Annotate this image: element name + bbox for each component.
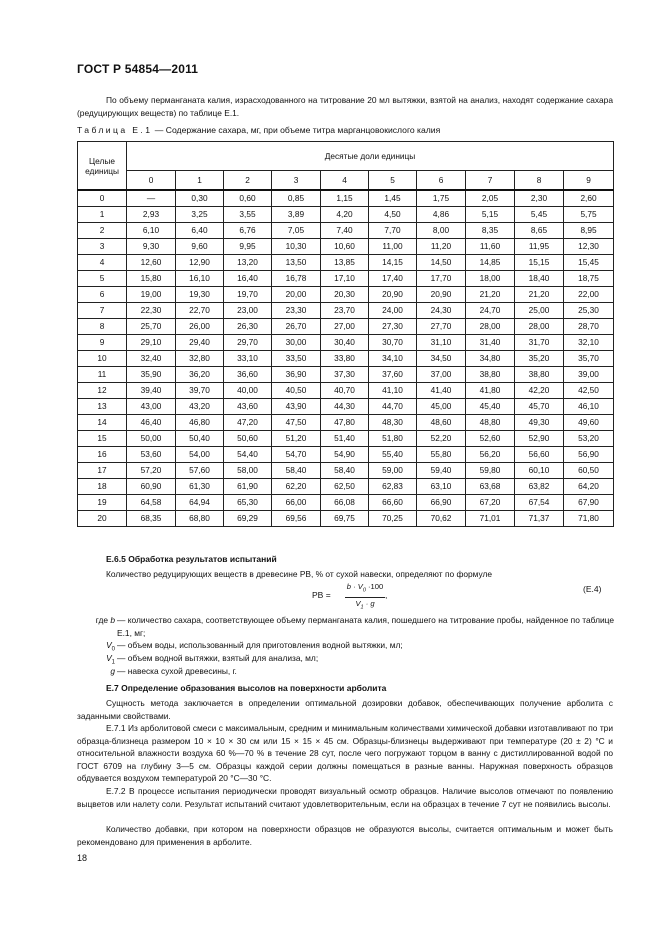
table-cell: 45,00: [417, 399, 466, 415]
formula-numerator: $b \cdot V_0 \cdot 100$: [346, 582, 384, 594]
table-cell: 66,00: [272, 495, 321, 511]
table-cell: 18,40: [515, 271, 564, 287]
table-cell: 23,00: [224, 303, 272, 319]
table-cell: 71,01: [466, 511, 515, 527]
table-cell: 51,20: [272, 431, 321, 447]
table-cell: 8,95: [564, 223, 614, 239]
table-cell: 0,85: [272, 190, 321, 207]
table-cell: 28,00: [515, 319, 564, 335]
row-integer-cell: 11: [78, 367, 127, 383]
table-cell: 31,10: [417, 335, 466, 351]
table-cell: 17,40: [369, 271, 417, 287]
e7-paragraph-2: Е.7.1 Из арболитовой смеси с максимальным, средним и минимальным количествами химической добавки изготавливают по три образца-близнеца размером 10 × 10 × 30 см или 15 × 15 × 45 см. Образцы-близнецы выдерживают при температуре (20 ± 2) °С и относительной влажности воздуха 60 %—70 % в течение 28 сут, после чего погружают торцом в ванну с дистиллированной водой по ГОСТ 6709 на глубину 3—5 см. Образцы каждой серии должны помещаться в разные ванны. Наружная поверхность образцов обдувается воздухом температурой 20 °С—30 °С.: [77, 723, 613, 784]
table-cell: 10,60: [321, 239, 369, 255]
table-cell: 46,80: [176, 415, 224, 431]
table-cell: 53,60: [127, 447, 176, 463]
table-cell: 70,62: [417, 511, 466, 527]
table-cell: 20,00: [272, 287, 321, 303]
table-cell: 63,10: [417, 479, 466, 495]
row-integer-cell: 2: [78, 223, 127, 239]
table-cell: 15,15: [515, 255, 564, 271]
table-cell: 60,90: [127, 479, 176, 495]
table-cell: 40,00: [224, 383, 272, 399]
table-cell: 33,50: [272, 351, 321, 367]
table-cell: 48,60: [417, 415, 466, 431]
table-cell: 40,50: [272, 383, 321, 399]
table-cell: 55,40: [369, 447, 417, 463]
table-cell: 35,20: [515, 351, 564, 367]
table-cell: 10,30: [272, 239, 321, 255]
table-row: [78, 303, 614, 319]
table-cell: 21,20: [466, 287, 515, 303]
table-caption-label: Таблица Е.1: [77, 125, 153, 135]
table-cell: 54,40: [224, 447, 272, 463]
table-cell: 38,80: [515, 367, 564, 383]
table-cell: 23,70: [321, 303, 369, 319]
table-cell: 69,75: [321, 511, 369, 527]
row-integer-cell: 4: [78, 255, 127, 271]
formula-e4: [0, 581, 661, 611]
table-cell: 43,90: [272, 399, 321, 415]
table-cell: 68,80: [176, 511, 224, 527]
table-cell: 67,20: [466, 495, 515, 511]
table-cell: 29,10: [127, 335, 176, 351]
table-cell: 51,40: [321, 431, 369, 447]
table-cell: 69,29: [224, 511, 272, 527]
table-cell: 37,60: [369, 367, 417, 383]
table-cell: 37,00: [417, 367, 466, 383]
row-integer-cell: 8: [78, 319, 127, 335]
table-cell: 46,10: [564, 399, 614, 415]
table-cell: 49,60: [564, 415, 614, 431]
table-row: [78, 319, 614, 335]
table-cell: 53,20: [564, 431, 614, 447]
table-cell: 49,30: [515, 415, 564, 431]
table-cell: 31,70: [515, 335, 564, 351]
table-cell: 13,20: [224, 255, 272, 271]
table-cell: 67,54: [515, 495, 564, 511]
table-row: [78, 190, 614, 207]
table-cell: 2,60: [564, 190, 614, 207]
table-row: [78, 335, 614, 351]
table-cell: 0,60: [224, 190, 272, 207]
row-integer-cell: 16: [78, 447, 127, 463]
table-cell: 9,95: [224, 239, 272, 255]
table-cell: 28,70: [564, 319, 614, 335]
table-row: [78, 223, 614, 239]
table-cell: 41,80: [466, 383, 515, 399]
table-cell: 67,90: [564, 495, 614, 511]
table-cell: 9,30: [127, 239, 176, 255]
header-integer-units: Целые единицы: [78, 142, 127, 191]
table-cell: 64,20: [564, 479, 614, 495]
row-integer-cell: 20: [78, 511, 127, 527]
table-cell: 57,60: [176, 463, 224, 479]
tenths-header-cell: 2: [224, 171, 272, 191]
table-cell: 13,50: [272, 255, 321, 271]
table-cell: 6,10: [127, 223, 176, 239]
e7-paragraph-1: Сущность метода заключается в определении оптимальной дозировки добавок, обеспечивающих получение арболита с заданными свойствами.: [77, 698, 613, 721]
table-cell: 50,00: [127, 431, 176, 447]
sugar-content-table: [77, 141, 614, 527]
table-cell: 33,80: [321, 351, 369, 367]
table-row: [78, 495, 614, 511]
table-cell: 71,37: [515, 511, 564, 527]
table-cell: 39,00: [564, 367, 614, 383]
table-cell: 62,83: [369, 479, 417, 495]
table-cell: 3,89: [272, 207, 321, 223]
table-cell: 13,85: [321, 255, 369, 271]
table-cell: 12,60: [127, 255, 176, 271]
table-row: [78, 239, 614, 255]
table-cell: 11,95: [515, 239, 564, 255]
table-cell: 34,80: [466, 351, 515, 367]
table-cell: 61,90: [224, 479, 272, 495]
tenths-header-row: [78, 171, 614, 191]
row-integer-cell: 14: [78, 415, 127, 431]
formula-number: (Е.4): [583, 584, 602, 594]
tenths-header-cell: 4: [321, 171, 369, 191]
table-cell: 45,40: [466, 399, 515, 415]
table-cell: 60,50: [564, 463, 614, 479]
table-cell: 24,70: [466, 303, 515, 319]
table-cell: 38,80: [466, 367, 515, 383]
table-cell: 15,80: [127, 271, 176, 287]
table-cell: 8,65: [515, 223, 564, 239]
table-cell: 62,50: [321, 479, 369, 495]
table-cell: 54,70: [272, 447, 321, 463]
table-cell: 45,70: [515, 399, 564, 415]
table-cell: 43,00: [127, 399, 176, 415]
table-cell: 39,40: [127, 383, 176, 399]
section-e65-heading: Е.6.5 Обработка результатов испытаний: [106, 554, 277, 564]
table-cell: 41,10: [369, 383, 417, 399]
row-integer-cell: 0: [78, 190, 127, 207]
table-row: [78, 479, 614, 495]
table-row: [78, 511, 614, 527]
table-cell: 66,90: [417, 495, 466, 511]
row-integer-cell: 12: [78, 383, 127, 399]
table-cell: 42,20: [515, 383, 564, 399]
formula-denominator: $V_1 \cdot g$: [355, 598, 375, 611]
table-cell: 11,20: [417, 239, 466, 255]
table-cell: 30,00: [272, 335, 321, 351]
table-cell: 29,40: [176, 335, 224, 351]
table-cell: 62,20: [272, 479, 321, 495]
table-cell: 61,30: [176, 479, 224, 495]
table-cell: 3,25: [176, 207, 224, 223]
table-cell: 18,00: [466, 271, 515, 287]
section-e7-heading: Е.7 Определение образования высолов на поверхности арболита: [106, 683, 387, 693]
table-cell: 66,08: [321, 495, 369, 511]
table-cell: 56,90: [564, 447, 614, 463]
table-cell: 4,50: [369, 207, 417, 223]
table-cell: 41,40: [417, 383, 466, 399]
table-cell: 4,20: [321, 207, 369, 223]
table-cell: 26,30: [224, 319, 272, 335]
row-integer-cell: 15: [78, 431, 127, 447]
table-cell: 63,82: [515, 479, 564, 495]
table-cell: 16,10: [176, 271, 224, 287]
table-cell: 33,10: [224, 351, 272, 367]
page-number: 18: [77, 853, 88, 863]
table-cell: 25,30: [564, 303, 614, 319]
table-cell: 60,10: [515, 463, 564, 479]
tenths-header-cell: 6: [417, 171, 466, 191]
table-cell: 17,70: [417, 271, 466, 287]
table-row: [78, 383, 614, 399]
table-row: [78, 207, 614, 223]
row-integer-cell: 6: [78, 287, 127, 303]
table-cell: 59,80: [466, 463, 515, 479]
table-cell: 56,60: [515, 447, 564, 463]
table-cell: 43,20: [176, 399, 224, 415]
table-cell: 24,00: [369, 303, 417, 319]
table-cell: 31,40: [466, 335, 515, 351]
table-cell: 34,50: [417, 351, 466, 367]
table-cell: 70,25: [369, 511, 417, 527]
table-cell: 47,20: [224, 415, 272, 431]
table-cell: 15,45: [564, 255, 614, 271]
table-cell: 46,40: [127, 415, 176, 431]
table-cell: 68,35: [127, 511, 176, 527]
table-cell: 18,75: [564, 271, 614, 287]
table-cell: 66,60: [369, 495, 417, 511]
table-cell: 3,55: [224, 207, 272, 223]
table-cell: 37,30: [321, 367, 369, 383]
table-cell: 64,94: [176, 495, 224, 511]
table-row: [78, 367, 614, 383]
table-cell: 52,20: [417, 431, 466, 447]
header-tenths: Десятые доли единицы: [127, 142, 614, 171]
row-integer-cell: 18: [78, 479, 127, 495]
table-cell: 36,20: [176, 367, 224, 383]
table-cell: 50,60: [224, 431, 272, 447]
row-integer-cell: 9: [78, 335, 127, 351]
table-cell: 48,80: [466, 415, 515, 431]
table-cell: 47,50: [272, 415, 321, 431]
table-cell: 12,30: [564, 239, 614, 255]
table-cell: 21,20: [515, 287, 564, 303]
table-row: [78, 287, 614, 303]
table-cell: 2,93: [127, 207, 176, 223]
table-cell: 44,70: [369, 399, 417, 415]
table-cell: 25,70: [127, 319, 176, 335]
table-cell: 22,70: [176, 303, 224, 319]
table-row: [78, 463, 614, 479]
table-cell: 29,70: [224, 335, 272, 351]
table-row: [78, 415, 614, 431]
table-cell: 39,70: [176, 383, 224, 399]
table-cell: 14,85: [466, 255, 515, 271]
table-cell: 5,45: [515, 207, 564, 223]
table-cell: 2,05: [466, 190, 515, 207]
table-cell: 7,40: [321, 223, 369, 239]
table-cell: 51,80: [369, 431, 417, 447]
table-cell: 8,00: [417, 223, 466, 239]
table-cell: 59,40: [417, 463, 466, 479]
table-cell: 25,00: [515, 303, 564, 319]
table-cell: 71,80: [564, 511, 614, 527]
table-cell: 64,58: [127, 495, 176, 511]
table-cell: 32,10: [564, 335, 614, 351]
table-cell: 11,00: [369, 239, 417, 255]
table-cell: 4,86: [417, 207, 466, 223]
table-caption: [77, 125, 440, 135]
formula-tail: ,: [385, 590, 388, 600]
table-cell: 32,80: [176, 351, 224, 367]
row-integer-cell: 5: [78, 271, 127, 287]
table-cell: 19,30: [176, 287, 224, 303]
formula-lhs: РВ =: [312, 590, 331, 600]
table-cell: 36,90: [272, 367, 321, 383]
table-caption-text: — Содержание сахара, мг, при объеме титра марганцовокислого калия: [152, 125, 441, 135]
row-integer-cell: 7: [78, 303, 127, 319]
table-cell: 9,60: [176, 239, 224, 255]
table-cell: 28,00: [466, 319, 515, 335]
formula-fraction: [345, 581, 388, 613]
table-cell: 19,00: [127, 287, 176, 303]
table-cell: 8,35: [466, 223, 515, 239]
e7-paragraph-4: Количество добавки, при котором на поверхности образцов не образуются высолы, считается оптимальным и может быть рекомендовано для применения в арболите.: [77, 824, 613, 847]
table-cell: 52,90: [515, 431, 564, 447]
tenths-header-cell: 3: [272, 171, 321, 191]
table-cell: 54,90: [321, 447, 369, 463]
table-row: [78, 431, 614, 447]
table-cell: 27,30: [369, 319, 417, 335]
table-cell: 16,78: [272, 271, 321, 287]
table-cell: 19,70: [224, 287, 272, 303]
table-row: [78, 447, 614, 463]
document-header: ГОСТ Р 54854—2011: [77, 62, 199, 76]
table-cell: 54,00: [176, 447, 224, 463]
table-cell: 30,40: [321, 335, 369, 351]
table-cell: 7,05: [272, 223, 321, 239]
tenths-header-cell: 9: [564, 171, 614, 191]
table-cell: 58,40: [321, 463, 369, 479]
row-integer-cell: 13: [78, 399, 127, 415]
tenths-header-cell: 0: [127, 171, 176, 191]
table-cell: 14,50: [417, 255, 466, 271]
table-cell: 42,50: [564, 383, 614, 399]
table-cell: —: [127, 190, 176, 207]
tenths-header-cell: 1: [176, 171, 224, 191]
intro-paragraph: По объему перманганата калия, израсходованного на титрование 20 мл вытяжки, взятой на анализ, находят содержание сахара (редуцирующих веществ) по таблице Е.1.: [77, 95, 613, 118]
table-row: [78, 255, 614, 271]
table-cell: 32,40: [127, 351, 176, 367]
table-body: [78, 190, 614, 527]
table-cell: 2,30: [515, 190, 564, 207]
table-row: [78, 351, 614, 367]
table-cell: 35,90: [127, 367, 176, 383]
table-cell: 14,15: [369, 255, 417, 271]
table-cell: 57,20: [127, 463, 176, 479]
table-cell: 69,56: [272, 511, 321, 527]
table-cell: 58,00: [224, 463, 272, 479]
table-cell: 36,60: [224, 367, 272, 383]
table-cell: 6,76: [224, 223, 272, 239]
e65-paragraph: Количество редуцирующих веществ в древесине РВ, % от сухой навески, определяют по формуле: [106, 569, 493, 579]
table-cell: 30,70: [369, 335, 417, 351]
table-cell: 58,40: [272, 463, 321, 479]
table-cell: 1,75: [417, 190, 466, 207]
table-cell: 59,00: [369, 463, 417, 479]
table-cell: 20,90: [417, 287, 466, 303]
table-cell: 16,40: [224, 271, 272, 287]
table-cell: 22,00: [564, 287, 614, 303]
table-cell: 56,20: [466, 447, 515, 463]
table-cell: 26,70: [272, 319, 321, 335]
table-cell: 48,30: [369, 415, 417, 431]
table-row: [78, 399, 614, 415]
table-cell: 6,40: [176, 223, 224, 239]
tenths-header-cell: 7: [466, 171, 515, 191]
table-cell: 40,70: [321, 383, 369, 399]
table-cell: 7,70: [369, 223, 417, 239]
table-cell: 24,30: [417, 303, 466, 319]
row-integer-cell: 3: [78, 239, 127, 255]
table-cell: 0,30: [176, 190, 224, 207]
table-cell: 65,30: [224, 495, 272, 511]
table-cell: 44,30: [321, 399, 369, 415]
table-cell: 5,15: [466, 207, 515, 223]
table-cell: 50,40: [176, 431, 224, 447]
table-cell: 1,15: [321, 190, 369, 207]
table-cell: 47,80: [321, 415, 369, 431]
table-cell: 27,00: [321, 319, 369, 335]
table-row: [78, 271, 614, 287]
table-cell: 26,00: [176, 319, 224, 335]
table-cell: 22,30: [127, 303, 176, 319]
tenths-header-cell: 5: [369, 171, 417, 191]
row-integer-cell: 19: [78, 495, 127, 511]
table-cell: 27,70: [417, 319, 466, 335]
table-cell: 17,10: [321, 271, 369, 287]
row-integer-cell: 10: [78, 351, 127, 367]
row-integer-cell: 17: [78, 463, 127, 479]
table-cell: 43,60: [224, 399, 272, 415]
table-cell: 52,60: [466, 431, 515, 447]
table-cell: 5,75: [564, 207, 614, 223]
table-cell: 35,70: [564, 351, 614, 367]
table-cell: 20,30: [321, 287, 369, 303]
table-cell: 34,10: [369, 351, 417, 367]
table-cell: 55,80: [417, 447, 466, 463]
tenths-header-cell: 8: [515, 171, 564, 191]
table-cell: 11,60: [466, 239, 515, 255]
table-cell: 23,30: [272, 303, 321, 319]
table-cell: 63,68: [466, 479, 515, 495]
e7-paragraph-3: Е.7.2 В процессе испытания периодически проводят визуальный осмотр образцов. Наличие высолов отмечают по появлению выцветов или налету соли. Результат испытаний считают удовлетворительным, если на образцах в течение 7 сут не появились высолы.: [77, 786, 613, 809]
table-cell: 1,45: [369, 190, 417, 207]
table-cell: 20,90: [369, 287, 417, 303]
row-integer-cell: 1: [78, 207, 127, 223]
table-cell: 12,90: [176, 255, 224, 271]
